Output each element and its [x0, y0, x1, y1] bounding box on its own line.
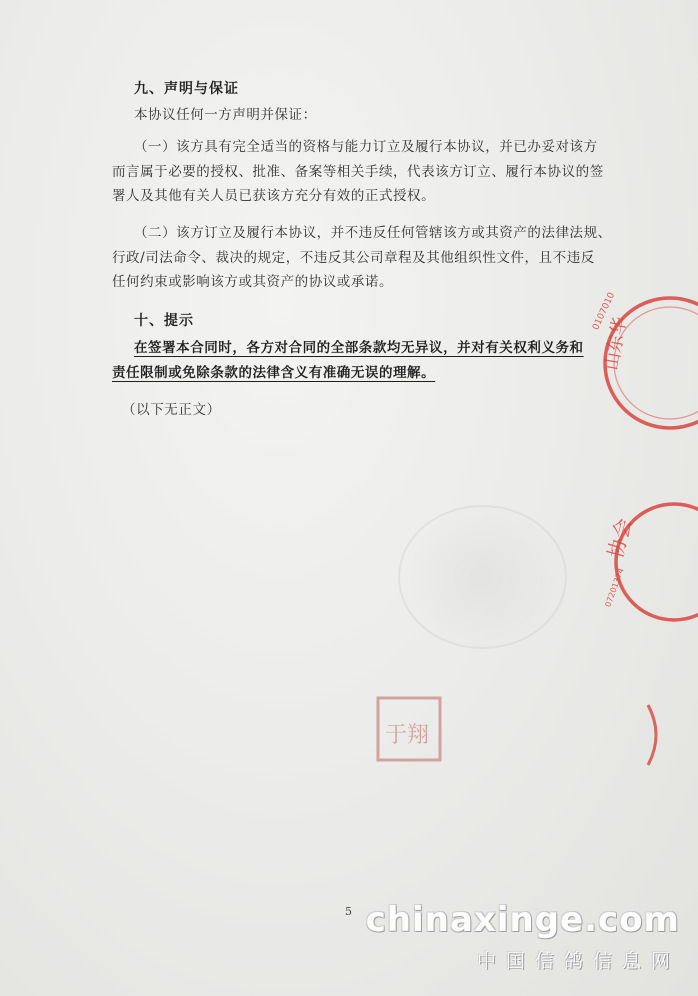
- seal-1-code: 0107010: [591, 291, 618, 332]
- clause-2-line-1: [112, 221, 612, 246]
- seal-2-text: 协会: [603, 515, 637, 561]
- clause-2: [112, 221, 612, 295]
- notice-text-1: 在签署本合同时，各方对合同的全部条款均无异议，并对有关权利义务和: [134, 340, 584, 356]
- intro-text: 本协议任何一方声明并保证：: [134, 107, 317, 123]
- end-note: （以下无正文）: [122, 402, 221, 418]
- section-9-intro: [112, 103, 612, 128]
- clause-2-line-3: 任何约束或影响该方或其资产的协议或承诺。: [112, 274, 393, 290]
- notice-paragraph: [112, 336, 612, 385]
- clause-1: [112, 135, 612, 209]
- clause-1-text-1: （一）该方具有完全适当的资格与能力订立及履行本协议，并已办妥对该方: [134, 139, 598, 155]
- seal-2-code: 07201374: [603, 566, 626, 609]
- personal-seal: [374, 694, 444, 764]
- watermark-site-name: 中国信鸽信息网: [476, 950, 680, 972]
- page-number: 5: [345, 905, 352, 918]
- personal-seal-text: 于翔: [385, 723, 430, 748]
- section-9-heading: 九、声明与保证: [134, 81, 239, 97]
- clause-1-line-2: 而言属于必要的授权、批准、备案等相关手续，代表该方订立、履行本协议的签: [112, 163, 604, 180]
- seal-arc-fragment: [630, 700, 698, 770]
- clause-1-line-1: [112, 135, 612, 160]
- ghost-emboss-mark: [398, 505, 567, 649]
- watermark-domain: chinaxinge.com: [365, 900, 680, 940]
- clause-2-text-1: （二）该方订立及履行本协议，并不违反任何管辖该方或其资产的法律法规、: [134, 225, 612, 241]
- clause-1-line-3: 署人及其他有关人员已获该方充分有效的正式授权。: [112, 188, 436, 204]
- company-seal-1: [580, 285, 698, 445]
- notice-line-2: [112, 361, 612, 386]
- clause-2-line-2: 行政/司法命令、裁决的规定，不违反其公司章程及其他组织性文件，且不违反: [112, 249, 595, 266]
- notice-text-2: 责任限制或免除条款的法律含义有准确无误的理解。: [112, 364, 436, 381]
- section-10-heading: 十、提示: [134, 313, 194, 329]
- notice-line-1: [112, 336, 612, 361]
- seal-1-text: 山东华: [601, 315, 632, 373]
- association-seal: [596, 490, 698, 640]
